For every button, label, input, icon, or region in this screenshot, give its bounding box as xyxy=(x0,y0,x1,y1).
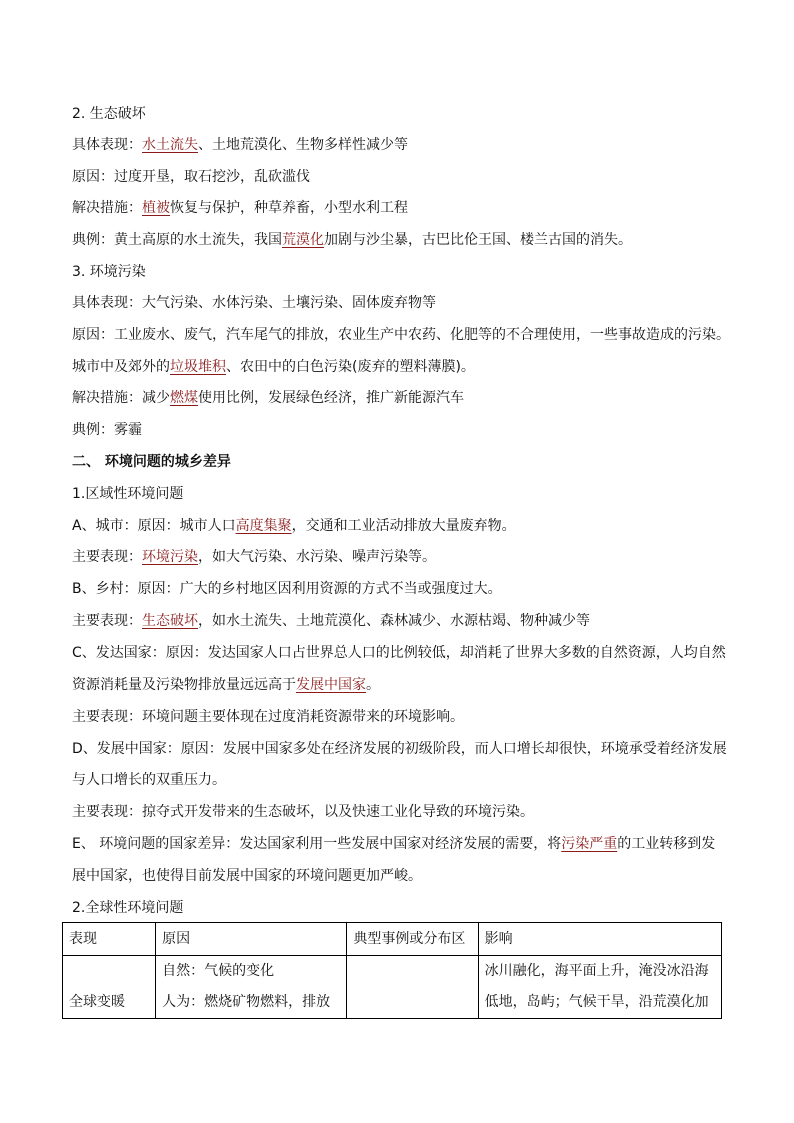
underlined-keyword: 植被 xyxy=(142,200,170,216)
body-text: 具体表现：大气污染、水体污染、土壤污染、固体废弃物等 xyxy=(72,295,436,311)
table-header-row xyxy=(63,923,722,956)
paragraph-e-line1 xyxy=(72,836,732,852)
body-text: 主要表现：掠夺式开发带来的生态破坏，以及快速工业化导致的环境污染。 xyxy=(72,804,534,820)
subsection-title: 1.区域性环境问题 xyxy=(72,486,184,502)
paragraph-d-developing-line2 xyxy=(72,772,732,788)
issue-name: 全球变暖 xyxy=(69,994,125,1010)
part-heading-urban-rural xyxy=(72,454,732,470)
body-text: 使用比例，发展绿色经济，推广新能源汽车 xyxy=(198,390,464,406)
body-text: A、城市：原因：城市人口 xyxy=(72,518,236,534)
body-text: 展中国家，也使得目前发展中国家的环境问题更加严峻。 xyxy=(72,868,422,884)
part-title: 二、 环境问题的城乡差异 xyxy=(72,454,231,470)
paragraph-pol-example xyxy=(72,422,732,438)
underlined-keyword: 生态破坏 xyxy=(142,613,198,629)
body-text: 、农田中的白色污染(废弃的塑料薄膜)。 xyxy=(226,359,475,375)
paragraph-e-line2 xyxy=(72,868,732,884)
body-text: 、土地荒漠化、生物多样性减少等 xyxy=(198,137,408,153)
paragraph-eco-performance xyxy=(72,137,732,153)
body-text: 典例：黄土高原的水土流失，我国 xyxy=(72,232,282,248)
body-text: 城市中及郊外的 xyxy=(72,359,170,375)
body-text: 主要表现：环境问题主要体现在过度消耗资源带来的环境影响。 xyxy=(72,709,464,725)
body-text: 加剧与沙尘暴，古巴比伦王国、楼兰古国的消失。 xyxy=(324,232,632,248)
paragraph-c-developed-line2 xyxy=(72,677,732,693)
paragraph-c-developed-line1 xyxy=(72,645,732,661)
table-header-cell: 表现 xyxy=(63,923,156,956)
global-issues-table xyxy=(62,922,722,1019)
paragraph-b-main xyxy=(72,613,732,629)
label-text: 解决措施： xyxy=(72,200,142,216)
body-text: 资源消耗量及污染物排放量远远高于 xyxy=(72,677,296,693)
paragraph-eco-cause xyxy=(72,169,732,185)
paragraph-d-developing-line1 xyxy=(72,741,732,757)
cause-natural: 自然：气候的变化 xyxy=(162,963,275,979)
paragraph-pol-city xyxy=(72,359,732,375)
table-header-cell: 影响 xyxy=(478,923,721,956)
body-text: 原因：工业废水、废气，汽车尾气的排放，农业生产中农药、化肥等的不合理使用，一些事故造成的污染。 xyxy=(72,327,730,343)
subsection-heading-regional xyxy=(72,486,732,502)
section-heading-eco xyxy=(72,106,732,122)
paragraph-pol-performance xyxy=(72,295,732,311)
subsection-heading-global xyxy=(72,900,732,916)
table-cell xyxy=(347,956,478,1019)
label-text: 具体表现： xyxy=(72,137,142,153)
body-text: ，如大气污染、水污染、噪声污染等。 xyxy=(198,549,436,565)
underlined-keyword: 荒漠化 xyxy=(282,232,324,248)
section-heading-pollution xyxy=(72,264,732,280)
underlined-keyword: 发展中国家 xyxy=(296,677,366,693)
body-text: 恢复与保护，种草养畜，小型水利工程 xyxy=(170,200,408,216)
underlined-keyword: 水土流失 xyxy=(142,137,198,153)
underlined-keyword: 环境污染 xyxy=(142,549,198,565)
body-text: 典例：雾霾 xyxy=(72,422,142,438)
label-text: 主要表现： xyxy=(72,613,142,629)
cause-human: 人为：燃烧矿物燃料，排放 xyxy=(162,994,331,1010)
paragraph-c-main xyxy=(72,709,732,725)
table-cell xyxy=(156,956,347,1019)
table-row xyxy=(63,956,722,1019)
impact-line: 低地，岛屿；气候干旱，沿荒漠化加 xyxy=(484,994,709,1010)
section-title: 3. 环境污染 xyxy=(72,264,146,280)
body-text: C、发达国家：原因：发达国家人口占世界总人口的比例较低，却消耗了世界大多数的自然资源，人均自然 xyxy=(72,645,726,661)
table-header-cell: 典型事例或分布区 xyxy=(347,923,478,956)
underlined-keyword: 燃煤 xyxy=(170,390,198,406)
paragraph-pol-solution xyxy=(72,390,732,406)
paragraph-a-city xyxy=(72,518,732,534)
paragraph-eco-solution xyxy=(72,200,732,216)
table-cell xyxy=(63,956,156,1019)
paragraph-pol-cause xyxy=(72,327,732,343)
body-text: 与人口增长的双重压力。 xyxy=(72,772,226,788)
body-text: D、发展中国家：原因：发展中国家多处在经济发展的初级阶段，而人口增长却很快，环境承受着经济发展 xyxy=(72,741,727,757)
body-text: 原因：过度开垦，取石挖沙，乱砍滥伐 xyxy=(72,169,310,185)
underlined-keyword: 垃圾堆积 xyxy=(170,359,226,375)
body-text: 解决措施：减少 xyxy=(72,390,170,406)
impact-line: 冰川融化，海平面上升，淹没冰沿海 xyxy=(484,963,709,979)
section-title: 2. 生态破坏 xyxy=(72,106,146,122)
body-text: 。 xyxy=(366,677,380,693)
subsection-title: 2.全球性环境问题 xyxy=(72,900,184,916)
paragraph-eco-example xyxy=(72,232,732,248)
underlined-keyword: 污染严重 xyxy=(561,836,618,852)
body-text: E、 环境问题的国家差异：发达国家利用一些发展中国家对经济发展的需要，将 xyxy=(72,836,562,852)
table-cell xyxy=(478,956,721,1019)
table-header-cell: 原因 xyxy=(156,923,347,956)
example-text xyxy=(353,956,471,987)
underlined-keyword: 高度集聚 xyxy=(235,518,292,534)
body-text: B、乡村：原因：广大的乡村地区因利用资源的方式不当或强度过大。 xyxy=(72,581,502,597)
body-text: ，如水土流失、土地荒漠化、森林减少、水源枯竭、物种减少等 xyxy=(198,613,590,629)
paragraph-a-main xyxy=(72,549,732,565)
paragraph-b-rural xyxy=(72,581,732,597)
paragraph-d-main xyxy=(72,804,732,820)
label-text: 主要表现： xyxy=(72,549,142,565)
body-text: 的工业转移到发 xyxy=(617,836,716,852)
body-text: ，交通和工业活动排放大量废弃物。 xyxy=(291,518,516,534)
